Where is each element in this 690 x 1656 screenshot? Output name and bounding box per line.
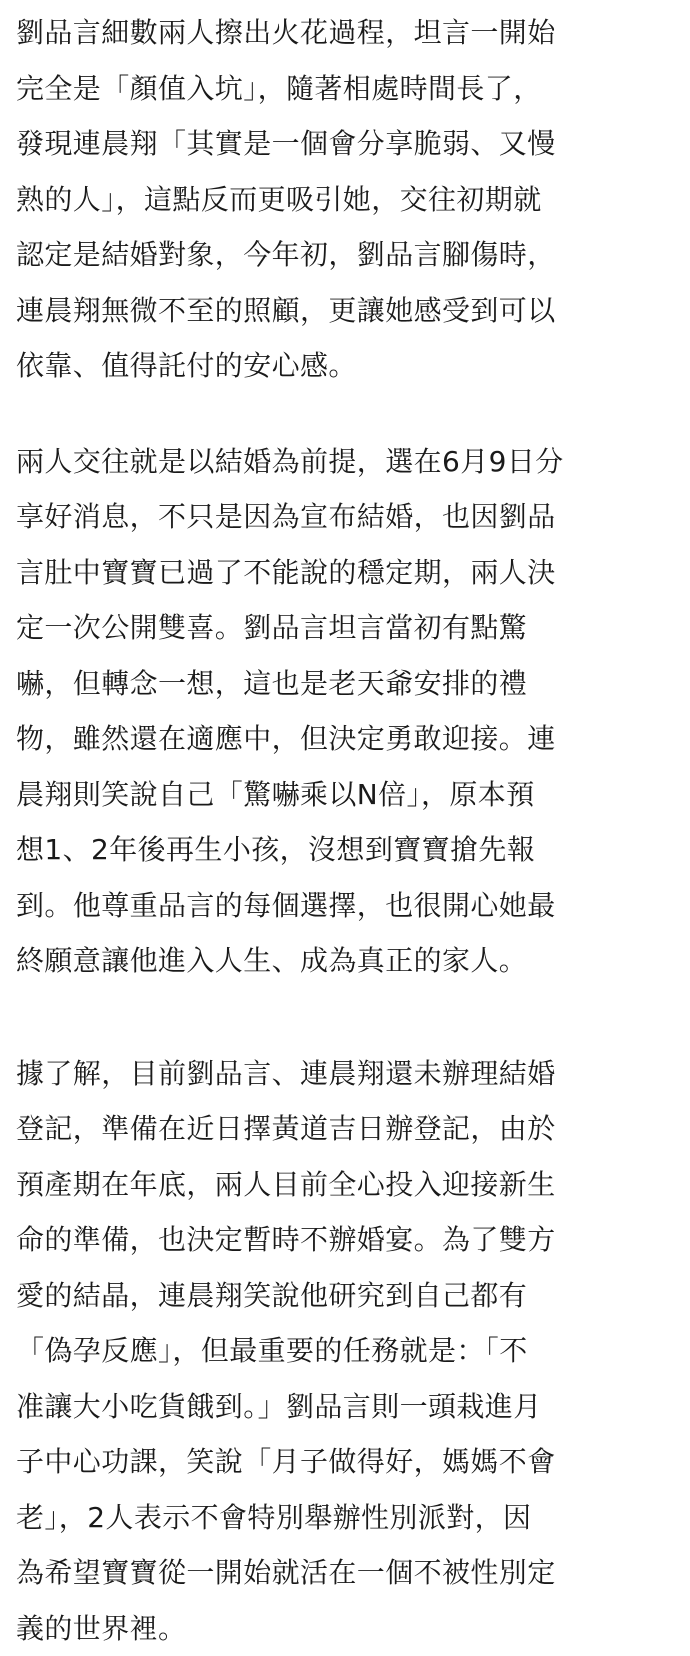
text-line: 物，雖然還在適應中，但決定勇敢迎接。連	[16, 711, 678, 767]
text-line: 登記，準備在近日擇黃道吉日辦登記，由於	[16, 1101, 678, 1157]
text-line: 認定是結婚對象，今年初，劉品言腳傷時，	[16, 227, 678, 283]
text-line: 言肚中寶寶已過了不能說的穩定期，兩人決	[16, 545, 678, 601]
text-line: 熟的人」，這點反而更吸引她，交往初期就	[16, 172, 678, 228]
text-line: 晨翔則笑說自己「驚嚇乘以N倍」，原本預	[16, 767, 678, 823]
text-line: 定一次公開雙喜。劉品言坦言當初有點驚	[16, 600, 678, 656]
text-line: 為希望寶寶從一開始就活在一個不被性別定	[16, 1545, 678, 1601]
text-line: 據了解，目前劉品言、連晨翔還未辦理結婚	[16, 1046, 678, 1102]
paragraph-1	[0, 5, 690, 394]
text-line: 嚇，但轉念一想，這也是老天爺安排的禮	[16, 656, 678, 712]
text-line: 想1、2年後再生小孩，沒想到寶寶搶先報	[16, 822, 678, 878]
paragraph-spacer	[0, 394, 690, 434]
text-line: 到。他尊重品言的每個選擇，也很開心她最	[16, 878, 678, 934]
text-line: 預產期在年底，兩人目前全心投入迎接新生	[16, 1157, 678, 1213]
text-line: 終願意讓他進入人生、成為真正的家人。	[16, 933, 678, 989]
text-line: 老」，2人表示不會特別舉辦性別派對，因	[16, 1490, 678, 1546]
paragraph-2	[0, 434, 690, 989]
text-line: 發現連晨翔「其實是一個會分享脆弱、又慢	[16, 116, 678, 172]
text-line: 連晨翔無微不至的照顧，更讓她感受到可以	[16, 283, 678, 339]
text-line: 兩人交往就是以結婚為前提，選在6月9日分	[16, 434, 678, 490]
text-line: 義的世界裡。	[16, 1601, 678, 1656]
text-line: 完全是「顏值入坑」，隨著相處時間長了，	[16, 61, 678, 117]
text-line: 「偽孕反應」，但最重要的任務就是：「不	[16, 1323, 678, 1379]
text-line: 依靠、值得託付的安心感。	[16, 338, 678, 394]
text-line: 愛的結晶，連晨翔笑說他研究到自己都有	[16, 1268, 678, 1324]
paragraph-3	[0, 1046, 690, 1656]
text-line: 子中心功課，笑說「月子做得好，媽媽不會	[16, 1434, 678, 1490]
text-line: 劉品言細數兩人擦出火花過程，坦言一開始	[16, 5, 678, 61]
paragraph-spacer	[0, 989, 690, 1046]
text-line: 命的準備，也決定暫時不辦婚宴。為了雙方	[16, 1212, 678, 1268]
text-line: 准讓大小吃貨餓到。」劉品言則一頭栽進月	[16, 1379, 678, 1435]
text-line: 享好消息，不只是因為宣布結婚，也因劉品	[16, 489, 678, 545]
